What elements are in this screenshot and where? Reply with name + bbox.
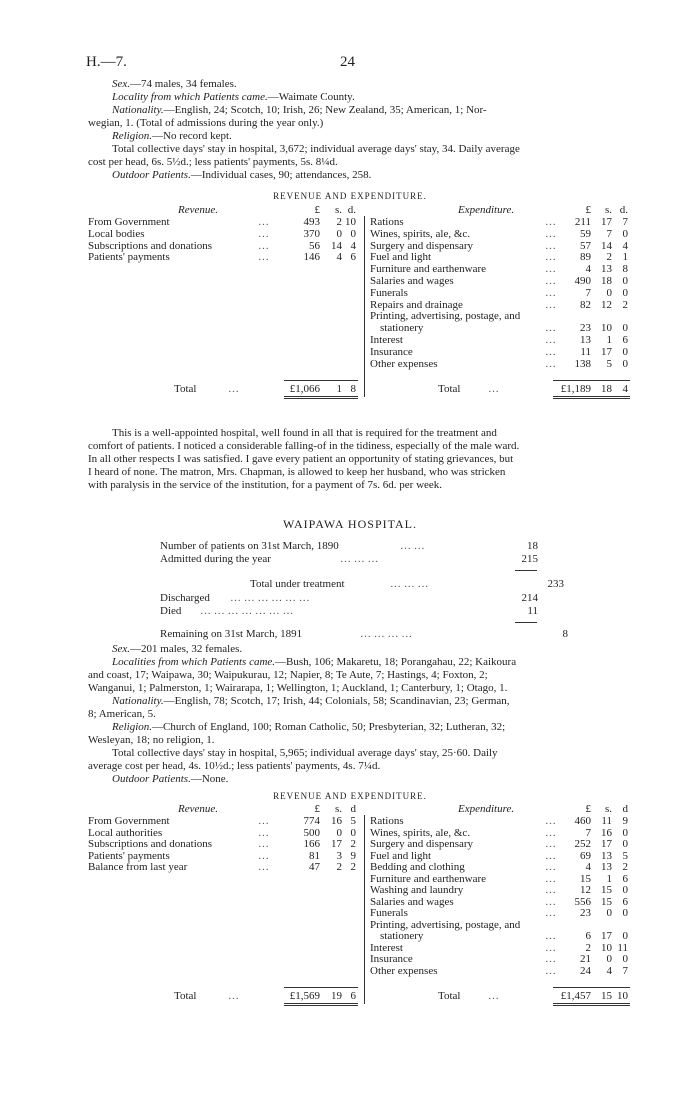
expenditure-pounds: 7 xyxy=(585,826,591,839)
revenue-expenditure-title-2: REVENUE AND EXPENDITURE. xyxy=(273,791,427,801)
expenditure-shillings: 12 xyxy=(601,298,612,311)
expenditure-total-label: Total xyxy=(438,383,461,396)
expenditure-shillings: 2 xyxy=(606,251,612,264)
leader-dots: … xyxy=(545,334,556,346)
column-separator xyxy=(364,216,365,397)
paragraph-lead: Nationality. xyxy=(112,104,164,116)
expenditure-pounds: 15 xyxy=(580,872,591,885)
leader-dots: … xyxy=(545,216,556,228)
expenditure-pence: 6 xyxy=(622,872,628,885)
expenditure-pounds: 89 xyxy=(580,251,591,264)
expenditure-total-pence: 4 xyxy=(622,383,628,396)
localities-line-3: Wanganui, 1; Palmerston, 1; Wairarapa, 1; Wellington, 1; Auckland, 1; Canterbury, 1; Otago, 1. xyxy=(88,682,508,694)
count-label: Admitted during the year xyxy=(160,553,271,565)
expenditure-row-label: Surgery and dispensary xyxy=(370,838,474,850)
expenditure-pence: 0 xyxy=(622,953,628,965)
revenue-pounds: 500 xyxy=(303,826,320,839)
revenue-pence: 4 xyxy=(350,239,356,252)
leader-dots: … xyxy=(545,872,556,885)
expenditure-row-label: Rations xyxy=(370,216,404,228)
expenditure-pence: 9 xyxy=(622,815,628,827)
hospital-title: WAIPAWA HOSPITAL. xyxy=(283,517,417,531)
revenue-total-pounds: £1,066 xyxy=(289,383,320,396)
expenditure-pounds: 2 xyxy=(585,941,591,954)
expenditure-pounds: 4 xyxy=(585,861,591,873)
revenue-expenditure-table xyxy=(88,204,636,422)
expenditure-row-label: Other expenses xyxy=(370,964,438,977)
expenditure-shillings: 17 xyxy=(601,838,612,850)
discharged-value: 214 xyxy=(521,592,538,604)
total-rule xyxy=(553,987,630,988)
outdoor-patients-line: Outdoor Patients.—Individual cases, 90; attendances, 258. xyxy=(112,169,372,181)
expenditure-pence: 5 xyxy=(622,849,628,862)
expenditure-row-label: stationery xyxy=(380,930,424,942)
total-double-rule xyxy=(553,396,630,399)
localities-line-2: and coast, 17; Waipawa, 30; Waipukurau, 12; Napier, 8; Te Aute, 7; Hastings, 4; Foxton, 2; xyxy=(88,669,488,681)
expenditure-pounds: 57 xyxy=(580,239,591,252)
expenditure-pounds: 252 xyxy=(574,838,591,850)
under-treatment-label: Total under treatment xyxy=(250,578,345,590)
leader-dots: … xyxy=(258,227,269,240)
revenue-pence: 0 xyxy=(350,826,356,839)
leader-dots: … xyxy=(545,964,556,977)
expenditure-shillings: 15 xyxy=(601,895,612,908)
lsd-heading: s. xyxy=(334,803,342,815)
expenditure-shillings: 10 xyxy=(601,941,612,954)
expenditure-total-shillings: 15 xyxy=(601,990,612,1002)
expenditure-row-label: Salaries and wages xyxy=(370,275,454,287)
days-stay-line-s2-cont: average cost per head, 4s. 10½d.; less patients' payments, 4s. 7¼d. xyxy=(88,760,381,772)
leader-dots: … xyxy=(258,849,269,862)
revenue-row-label: Local bodies xyxy=(88,227,145,240)
expenditure-pounds: 13 xyxy=(580,334,591,346)
outdoor-patients-line-s2: Outdoor Patients.—None. xyxy=(112,773,229,785)
leader-dots: … xyxy=(545,907,556,919)
remarks-line: In all other respects I was satisfied. I gave every patient an opportunity of stating grievances, but xyxy=(88,453,514,465)
revenue-heading: Revenue. xyxy=(178,204,218,216)
expenditure-shillings: 1 xyxy=(606,334,612,346)
expenditure-row-label: Bedding and clothing xyxy=(370,861,465,873)
expenditure-pence: 0 xyxy=(622,345,628,358)
revenue-pence: 2 xyxy=(350,861,356,873)
total-rule xyxy=(284,380,358,381)
nationality-line-cont: wegian, 1. (Total of admissions during the year only.) xyxy=(88,117,324,129)
expenditure-shillings: 7 xyxy=(606,227,612,240)
expenditure-shillings: 18 xyxy=(601,275,612,287)
revenue-pounds: 370 xyxy=(303,227,320,240)
days-stay-line-s2: Total collective days' stay in hospital, 5,965; individual average days' stay, 25·60. Daily xyxy=(112,747,498,759)
leader-dots: … xyxy=(258,861,269,873)
expenditure-pounds: 11 xyxy=(580,345,591,358)
leader-dots: … xyxy=(545,861,556,873)
paragraph-lead: Outdoor Patients. xyxy=(112,169,191,181)
expenditure-row-label: Fuel and light xyxy=(370,849,432,862)
leader-dots: … xyxy=(545,227,556,240)
leader-dots: … … xyxy=(400,540,425,552)
expenditure-pence: 11 xyxy=(617,941,628,954)
expenditure-pounds: 138 xyxy=(574,357,591,370)
expenditure-row-label: Repairs and drainage xyxy=(370,298,463,311)
expenditure-pounds: 12 xyxy=(580,884,591,896)
revenue-shillings: 4 xyxy=(336,251,342,264)
leader-dots: … xyxy=(545,941,556,954)
expenditure-pence: 0 xyxy=(622,884,628,896)
remaining-value: 8 xyxy=(562,628,568,640)
died-value: 11 xyxy=(527,605,538,617)
lsd-heading: s. xyxy=(604,803,612,815)
leader-dots: … xyxy=(545,884,556,896)
expenditure-row-label: Insurance xyxy=(370,345,413,358)
revenue-row-label: From Government xyxy=(88,815,170,827)
expenditure-shillings xyxy=(594,310,612,322)
leader-dots: … xyxy=(545,930,556,942)
page-number: 24 xyxy=(340,54,355,70)
expenditure-pounds: 4 xyxy=(585,263,591,276)
revenue-row-label: Patients' payments xyxy=(88,251,170,264)
leader-dots: … xyxy=(545,345,556,358)
expenditure-shillings: 17 xyxy=(601,345,612,358)
leader-dots: … xyxy=(258,815,269,827)
nationality-line-s2-cont: 8; American, 5. xyxy=(88,708,156,720)
leader-dots: … … … xyxy=(340,553,379,565)
revenue-pounds: 56 xyxy=(309,239,320,252)
expenditure-shillings: 17 xyxy=(601,216,612,228)
expenditure-row-label: Wines, spirits, ale, &c. xyxy=(370,826,471,839)
revenue-pounds: 146 xyxy=(303,251,320,264)
lsd-heading: £ xyxy=(314,204,320,216)
expenditure-shillings xyxy=(594,919,612,931)
expenditure-row-label: Funerals xyxy=(370,286,408,299)
count-value: 18 xyxy=(527,540,538,552)
expenditure-row-label: Printing, advertising, postage, and xyxy=(370,310,521,323)
expenditure-pence: 6 xyxy=(622,895,628,908)
leader-dots: … xyxy=(545,357,556,370)
expenditure-pence: 0 xyxy=(622,838,628,850)
expenditure-pence: 0 xyxy=(622,227,628,240)
leader-dots: … xyxy=(488,990,499,1002)
expenditure-pence: 0 xyxy=(622,826,628,839)
expenditure-pounds: 460 xyxy=(574,815,591,827)
total-double-rule xyxy=(553,1003,630,1006)
revenue-expenditure-table-2 xyxy=(88,803,636,1028)
expenditure-pounds: 59 xyxy=(580,227,591,240)
expenditure-total-shillings: 18 xyxy=(601,383,612,396)
lsd-heading: £ xyxy=(314,803,320,815)
lsd-heading: d xyxy=(350,803,356,815)
leader-dots: … … … … … … xyxy=(230,592,310,604)
expenditure-row-label: Fuel and light xyxy=(370,251,432,264)
revenue-pounds: 493 xyxy=(303,216,320,228)
revenue-pounds: 166 xyxy=(303,838,320,850)
expenditure-heading: Expenditure. xyxy=(458,803,515,815)
revenue-pence: 9 xyxy=(350,849,356,862)
leader-dots: … … … … xyxy=(360,628,413,640)
lsd-heading: d. xyxy=(619,204,628,216)
leader-dots: … xyxy=(545,838,556,850)
paragraph-lead: Localities from which Patients came. xyxy=(112,656,276,668)
expenditure-row-label: Printing, advertising, postage, and xyxy=(370,918,521,931)
revenue-row-label: Balance from last year xyxy=(88,861,188,873)
revenue-pence: 5 xyxy=(350,815,356,827)
total-double-rule xyxy=(284,396,358,399)
expenditure-pence: 7 xyxy=(622,216,628,228)
revenue-total-label: Total xyxy=(174,383,197,396)
expenditure-pounds xyxy=(557,310,591,322)
revenue-shillings: 0 xyxy=(336,826,342,839)
revenue-pounds: 774 xyxy=(303,815,320,827)
leader-dots: … xyxy=(258,251,269,264)
expenditure-row-label: Other expenses xyxy=(370,357,438,370)
expenditure-pounds: 23 xyxy=(580,322,591,335)
expenditure-shillings: 15 xyxy=(601,884,612,896)
expenditure-pounds: 69 xyxy=(580,849,591,862)
revenue-shillings: 17 xyxy=(331,838,342,850)
expenditure-total-pounds: £1,189 xyxy=(560,383,591,396)
expenditure-pounds: 23 xyxy=(580,907,591,919)
expenditure-total-pounds: £1,457 xyxy=(560,990,591,1002)
total-rule xyxy=(553,380,630,381)
nationality-line: Nationality.—English, 24; Scotch, 10; Irish, 26; New Zealand, 35; American, 1; Nor- xyxy=(112,104,487,116)
revenue-pence: 6 xyxy=(350,251,356,264)
sex-line-2: Sex.—201 males, 32 females. xyxy=(112,643,243,655)
expenditure-shillings: 14 xyxy=(601,239,612,252)
revenue-shillings: 16 xyxy=(331,815,342,827)
leader-dots: … xyxy=(545,275,556,287)
expenditure-pence: 2 xyxy=(622,298,628,311)
revenue-total-pence: 6 xyxy=(350,990,356,1002)
remarks-line: I heard of none. The matron, Mrs. Chapman, is allowed to keep her husband, who was stricken xyxy=(88,466,506,478)
leader-dots: … xyxy=(228,383,239,396)
expenditure-pounds: 211 xyxy=(574,216,591,228)
expenditure-total-label: Total xyxy=(438,990,461,1002)
expenditure-pence: 1 xyxy=(622,251,628,264)
leader-dots: … … … … … … … xyxy=(200,605,294,617)
leader-dots: … xyxy=(258,826,269,839)
localities-line: Localities from which Patients came.—Bush, 106; Makaretu, 18; Porangahau, 22; Kaikoura xyxy=(112,656,517,668)
sex-line: Sex.—74 males, 34 females. xyxy=(112,78,237,90)
expenditure-heading: Expenditure. xyxy=(458,204,515,216)
paragraph-lead: Outdoor Patients. xyxy=(112,773,191,785)
lsd-heading: d. xyxy=(347,204,356,216)
document-reference: H.—7. xyxy=(86,54,127,70)
religion-line-s2: Religion.—Church of England, 100; Roman Catholic, 50; Presbyterian, 32; Lutheran, 32; xyxy=(112,721,506,733)
expenditure-shillings: 0 xyxy=(606,953,612,965)
leader-dots: … xyxy=(545,849,556,862)
expenditure-shillings: 13 xyxy=(601,263,612,276)
count-rule xyxy=(515,622,537,623)
leader-dots: … xyxy=(545,286,556,299)
nationality-line-s2: Nationality.—English, 78; Scotch, 17; Irish, 44; Colonials, 58; Scandinavian, 23; German, xyxy=(112,695,510,707)
leader-dots: … xyxy=(545,298,556,311)
expenditure-row-label: Salaries and wages xyxy=(370,895,454,908)
expenditure-pence: 2 xyxy=(622,861,628,873)
leader-dots: … xyxy=(258,239,269,252)
expenditure-pence: 0 xyxy=(622,357,628,370)
lsd-heading: s. xyxy=(604,204,612,216)
leader-dots: … xyxy=(545,953,556,965)
expenditure-pence: 7 xyxy=(622,964,628,977)
revenue-pence: 10 xyxy=(345,216,356,228)
count-rule xyxy=(515,570,537,571)
remarks-line: comfort of patients. I noticed a considerable falling-of in the tidiness, especially of the male ward. xyxy=(88,440,520,452)
expenditure-row-label: Furniture and earthenware xyxy=(370,263,487,276)
religion-line: Religion.—No record kept. xyxy=(112,130,232,142)
expenditure-shillings: 1 xyxy=(606,872,612,885)
paragraph-lead: Sex. xyxy=(112,78,131,90)
expenditure-pence: 0 xyxy=(622,930,628,942)
expenditure-shillings: 11 xyxy=(601,815,612,827)
count-label: Number of patients on 31st March, 1890 xyxy=(160,540,339,552)
expenditure-pounds xyxy=(557,919,591,931)
count-value: 215 xyxy=(521,553,538,565)
expenditure-row-label: Rations xyxy=(370,815,404,827)
revenue-shillings: 2 xyxy=(336,216,342,228)
expenditure-row-label: Wines, spirits, ale, &c. xyxy=(370,227,471,240)
expenditure-pence: 0 xyxy=(622,907,628,919)
revenue-pounds: 47 xyxy=(309,861,320,873)
expenditure-row-label: Interest xyxy=(370,941,403,954)
expenditure-pounds: 21 xyxy=(580,953,591,965)
expenditure-pence xyxy=(614,919,628,931)
leader-dots: … xyxy=(545,815,556,827)
expenditure-shillings: 16 xyxy=(601,826,612,839)
locality-line: Locality from which Patients came.—Waimate County. xyxy=(112,91,355,103)
leader-dots: … xyxy=(258,838,269,850)
expenditure-shillings: 5 xyxy=(606,357,612,370)
leader-dots: … xyxy=(545,251,556,264)
expenditure-row-label: Surgery and dispensary xyxy=(370,239,474,252)
revenue-pence: 0 xyxy=(350,227,356,240)
lsd-heading: £ xyxy=(585,204,591,216)
revenue-heading: Revenue. xyxy=(178,803,218,815)
expenditure-pence: 4 xyxy=(622,239,628,252)
expenditure-pence: 0 xyxy=(622,275,628,287)
lsd-heading: £ xyxy=(585,803,591,815)
days-stay-line-cont: cost per head, 6s. 5½d.; less patients' payments, 5s. 8¼d. xyxy=(88,156,338,168)
leader-dots: … … … xyxy=(390,578,429,590)
expenditure-pounds: 24 xyxy=(580,964,591,977)
leader-dots: … xyxy=(545,263,556,276)
leader-dots: … xyxy=(545,895,556,908)
revenue-shillings: 0 xyxy=(336,227,342,240)
total-double-rule xyxy=(284,1003,358,1006)
expenditure-row-label: Interest xyxy=(370,334,403,346)
expenditure-total-pence: 10 xyxy=(617,990,628,1002)
expenditure-shillings: 4 xyxy=(606,964,612,977)
expenditure-pounds: 82 xyxy=(580,298,591,311)
revenue-shillings: 3 xyxy=(336,849,342,862)
paragraph-lead: Sex. xyxy=(112,643,131,655)
revenue-shillings: 14 xyxy=(331,239,342,252)
revenue-row-label: Subscriptions and donations xyxy=(88,838,213,850)
expenditure-shillings: 13 xyxy=(601,849,612,862)
expenditure-pence: 8 xyxy=(622,263,628,276)
revenue-shillings: 2 xyxy=(336,861,342,873)
expenditure-shillings: 0 xyxy=(606,286,612,299)
expenditure-row-label: stationery xyxy=(380,322,424,335)
remarks-line: with paralysis in the service of the institution, for a payment of 7s. 6d. per week. xyxy=(88,479,443,491)
expenditure-shillings: 0 xyxy=(606,907,612,919)
lsd-heading: s. xyxy=(334,204,342,216)
paragraph-lead: Religion. xyxy=(112,130,153,142)
expenditure-pence xyxy=(614,310,628,322)
remarks-line: This is a well-appointed hospital, well found in all that is required for the treatment and xyxy=(112,427,497,439)
expenditure-pounds: 6 xyxy=(585,930,591,942)
revenue-total-shillings: 19 xyxy=(331,990,342,1002)
revenue-pounds: 81 xyxy=(309,849,320,862)
discharged-label: Discharged xyxy=(160,592,210,604)
leader-dots: … xyxy=(258,216,269,228)
revenue-total-pounds: £1,569 xyxy=(289,990,320,1002)
paragraph-lead: Nationality. xyxy=(112,695,164,707)
expenditure-row-label: Funerals xyxy=(370,907,408,919)
expenditure-shillings: 13 xyxy=(601,861,612,873)
revenue-expenditure-title: REVENUE AND EXPENDITURE. xyxy=(273,191,427,201)
leader-dots: … xyxy=(545,322,556,335)
lsd-heading: d xyxy=(622,803,628,815)
expenditure-shillings: 10 xyxy=(601,322,612,335)
column-separator xyxy=(364,815,365,1004)
days-stay-line: Total collective days' stay in hospital, 3,672; individual average days' stay, 34. Daily average xyxy=(112,143,520,155)
expenditure-pence: 6 xyxy=(622,334,628,346)
leader-dots: … xyxy=(228,990,239,1002)
revenue-row-label: Local authorities xyxy=(88,826,163,839)
expenditure-row-label: Furniture and earthenware xyxy=(370,872,487,885)
expenditure-pounds: 556 xyxy=(574,895,591,908)
expenditure-row-label: Washing and laundry xyxy=(370,884,464,896)
expenditure-row-label: Insurance xyxy=(370,953,413,965)
expenditure-shillings: 17 xyxy=(601,930,612,942)
leader-dots: … xyxy=(545,239,556,252)
religion-line-s2-cont: Wesleyan, 18; no religion, 1. xyxy=(88,734,215,746)
total-rule xyxy=(284,987,358,988)
leader-dots: … xyxy=(545,826,556,839)
revenue-row-label: Subscriptions and donations xyxy=(88,239,213,252)
died-label: Died xyxy=(160,605,182,617)
leader-dots: … xyxy=(488,383,499,396)
revenue-row-label: From Government xyxy=(88,216,170,228)
paragraph-lead: Locality from which Patients came. xyxy=(112,91,268,103)
expenditure-pounds: 490 xyxy=(574,275,591,287)
revenue-total-shillings: 1 xyxy=(336,383,342,396)
expenditure-pence: 0 xyxy=(622,286,628,299)
revenue-total-pence: 8 xyxy=(350,383,356,396)
revenue-pence: 2 xyxy=(350,838,356,850)
expenditure-pounds: 7 xyxy=(585,286,591,299)
expenditure-pence: 0 xyxy=(622,322,628,335)
under-treatment-value: 233 xyxy=(547,578,564,590)
revenue-row-label: Patients' payments xyxy=(88,849,170,862)
revenue-total-label: Total xyxy=(174,990,197,1002)
remaining-label: Remaining on 31st March, 1891 xyxy=(160,628,303,640)
paragraph-lead: Religion. xyxy=(112,721,153,733)
